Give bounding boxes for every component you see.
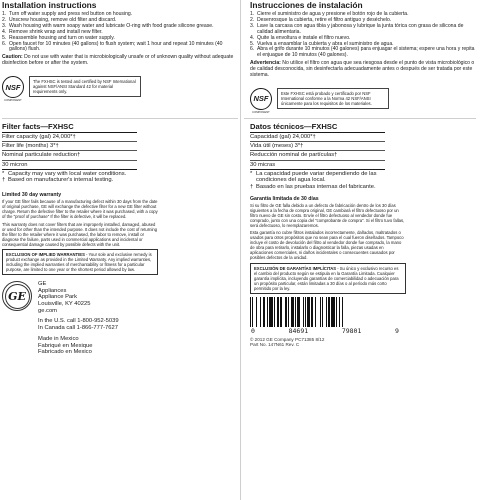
facts-row: Capacidad (gal) 24,000*† — [250, 132, 385, 142]
filter-facts-table-es — [250, 132, 385, 170]
barcode-bar — [343, 297, 344, 327]
section-divider — [2, 118, 238, 119]
company-info — [2, 281, 158, 331]
spanish-column — [250, 0, 476, 500]
step-item: 3. Wash housing with warm soapy water and lubricate O-ring with food grade silicone grease. — [2, 22, 214, 29]
facts-row: 30 micron — [2, 161, 137, 170]
copyright-footer: © 2012 GE Company PC71385 8/12 Part No. 147N61 Rev. C — [250, 336, 325, 348]
step-item: 5. Reassemble housing and turn on water supply. — [2, 34, 115, 41]
warranty-title-es: Garantía limitada de 30 días — [250, 195, 319, 202]
barcode-bars — [250, 297, 400, 327]
exclusion-box-es: EXCLUSIÓN DE GARANTÍAS IMPLÍCITAS - Su único y exclusivo recurso es el cambio del producto según se estipula en la Garantía Limitada. Cualquier garantía implícita, incluyendo garantías de comerciabilidad o adecuación para un propósito particular, están limitadas a 30 días o al período más corto permitido por la ley. — [250, 263, 406, 294]
installation-title-es: Instrucciones de instalación — [250, 0, 363, 10]
step-item: 5. Vuelva a ensamblar la cubierta y abra el suministro de agua. — [250, 40, 394, 47]
filter-facts-title-es: Datos técnicos—FXHSC — [250, 122, 338, 131]
step-item: 1. Cierre el suministro de agua y presione el botón rojo de la cubierta. — [250, 11, 409, 17]
facts-row: Filter capacity (gal) 24,000*† — [2, 132, 137, 142]
footnote-dagger: † Basado en las pruebas internas del fabricante. — [250, 183, 376, 190]
footnote-dagger: † Based on manufacturer's internal testing. — [2, 177, 114, 184]
facts-row: Nominal particulate reduction† — [2, 151, 137, 160]
filter-facts-table — [2, 132, 137, 170]
facts-row: Reducción nominal de partículas† — [250, 151, 385, 160]
nsf-logo-icon: NSF COMPONENT — [2, 76, 24, 104]
step-item: 2. Desenrosque la cubierta, retire el filtro antiguo y deséchelo. — [250, 16, 392, 23]
step-item: 1. Turn off water supply and press red button on housing. — [2, 11, 133, 17]
facts-row: 30 micras — [250, 161, 385, 170]
facts-footnotes-es — [250, 171, 400, 191]
phone-canada: In Canada call 1-866-777-7627 — [38, 324, 118, 331]
nsf-logo-icon: NSF COMPONENT — [250, 88, 272, 116]
step-item: 6. Abra el grifo durante 10 minutos (40 galones) para enjuagar el sistema; espere una hora y repita el enjuague de 10 minutos (40 galones). — [250, 46, 475, 59]
step-item: 4. Quite la envoltura e instale el filtro nuevo. — [250, 34, 351, 41]
english-column — [2, 0, 235, 500]
step-item: 4. Remove shrink wrap and install new filter. — [2, 28, 103, 35]
warranty-title: Limited 30 day warranty — [2, 191, 62, 198]
facts-row: Vida útil (meses) 3*† — [250, 142, 385, 151]
nsf-statement-es: Este FXHSC está probado y certificado por NSF International conforme a la Norma 42 NSF/ANSI únicamente para los requisitos de los materiales. — [277, 88, 389, 109]
caution-text: Caution: Do not use with water that is microbiologically unsafe or of unknown quality without adequate disinfection before or after the system. — [2, 54, 234, 67]
step-item: 2. Unscrew housing, remove old filter and discard. — [2, 16, 117, 23]
nsf-statement: The FXHSC is tested and certified by NSF International against NSF/ANSI Standard 42 for material requirements only. — [29, 76, 141, 97]
phone-us: In the U.S. call 1-800-952-5039 — [38, 318, 119, 325]
made-in: Made in Mexico Fabriqué en Mexique Fabricado en Mexico — [38, 336, 93, 356]
ge-logo-icon: GE — [2, 281, 32, 311]
installation-steps-es — [250, 12, 476, 59]
facts-row: Filter life (months) 3*† — [2, 142, 137, 151]
upc-barcode — [250, 297, 400, 335]
nsf-certification — [2, 76, 235, 104]
warranty-text-es: Si su filtro de GE falla debido a un defecto de fabricación dentro de los 30 días siguientes a la fecha de compra original, GE cambiará el filtro defectuoso por un filtro nuevo de GE sin costo. Envíe el filtro defectuoso al vendedor donde fue comprado, junto con una copia del "comprobante de compra". Si el filtro tuvo fallas, será defectuoso, lo reemplazaremos. Esta garantía no cubre filtros instalados incorrectamente, dañados, maltratados o usados para otros propósitos que no sean para el cual fueron diseñados. Tampoco incluye el costo de devolución del filtro al vendedor donde fue comprado, la mano de obra para retirarlo, instalarlo o diagnosticar la falla, piezas usadas en aplicaciones comerciales, ni daños incidentales o consecuentes causados por posibles defectos de la unidad. — [250, 202, 405, 261]
exclusion-box: EXCLUSION OF IMPLIED WARRANTIES - Your sole and exclusive remedy is product exchange as provided in the Limited Warranty. Any implied warranties, including the implied warranties of merchantability or fitness for a particular purpose, are limited to one year or the shortest period allowed by law. — [2, 249, 158, 275]
installation-steps — [2, 12, 235, 53]
footnote-star: * Capacity may vary with local water conditions. — [2, 170, 127, 177]
installation-title: Installation instructions — [2, 0, 97, 10]
barcode-digits: 0 84691 79801 9 — [251, 326, 399, 335]
footnote-star: * La capacidad puede variar dependiendo de las condiciones del agua local. — [250, 170, 377, 184]
step-item: 6. Open faucet for 10 minutes (40 gallons) to flush system; wait 1 hour and repeat 10 minutes (40 gallons) flush. — [2, 40, 223, 53]
section-divider — [244, 118, 476, 119]
facts-footnotes — [2, 171, 152, 184]
column-divider — [240, 0, 241, 500]
filter-facts-title: Filter facts—FXHSC — [2, 122, 74, 131]
step-item: 3. Lave la carcasa con agua tibia y jabonosa y lubrique la junta tórica con grasa de silicona de calidad alimentaria. — [250, 22, 464, 35]
nsf-certification-es — [250, 88, 476, 116]
caution-text-es: Advertencia: No utilice el filtro con agua que sea riesgosa desde el punto de vista microbiológico o de calidad desconocida, sin desinfectarla adecuadamente antes o después de ser tratada por este sistema. — [250, 60, 475, 79]
company-address: GE Appliances Appliance Park Louisville, KY 40225 ge.com In the U.S. call 1-800-952-5039 In Canada call 1-866-777-7627 — [38, 281, 119, 331]
warranty-text: If your GE filter fails because of a manufacturing defect within 30 days from the date of original purchase, GE will exchange the defective filter for a new GE filter without charge. Return the defective filter to the retailer where it was purchased, with a copy of the "proof of purchase" If the filter is defective, it will be replaced. This warranty does not cover filters that are improperly installed, damaged, abused or used for other than the intended purpose. It does not include the cost of returning the filter to the retailer where it was purchased, the labor to remove, install or diagnose the failure, parts used in commercial applications and incidental or consequential damage caused by possible defects with the unit. — [2, 198, 158, 247]
